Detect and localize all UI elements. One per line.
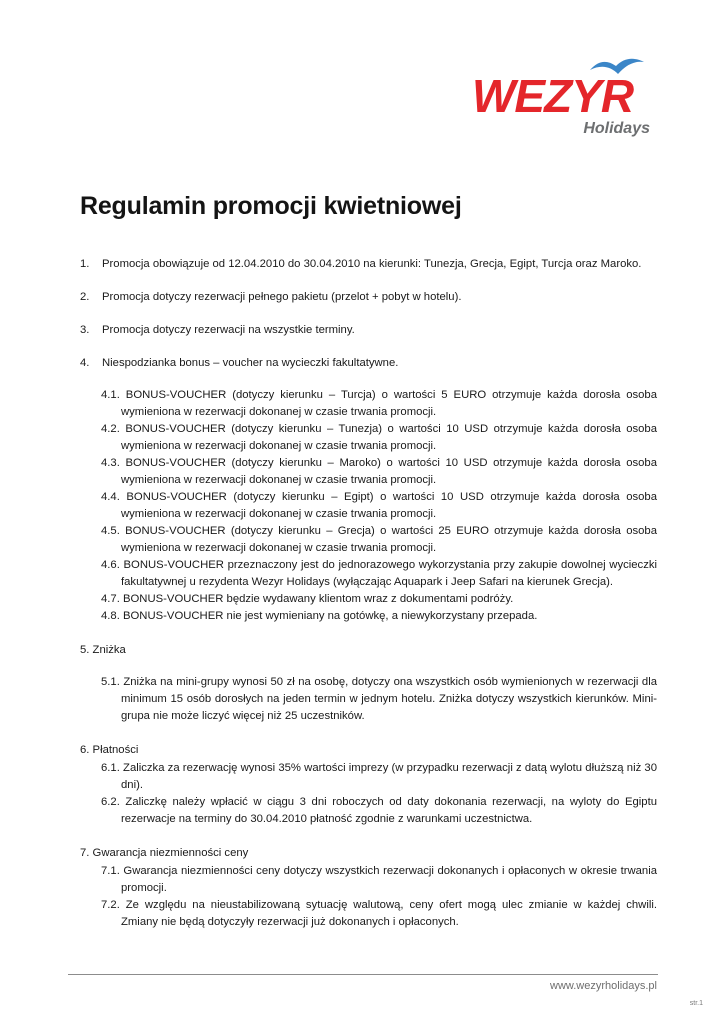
price-guarantee-list [80, 863, 657, 931]
sub-item: 4.7. BONUS-VOUCHER będzie wydawany klientom wraz z dokumentami podróży. [101, 593, 514, 605]
sub-item: 6.2. Zaliczkę należy wpłacić w ciągu 3 dni roboczych od daty dokonania rezerwacji, na wyloty do Egiptu rezerwacje na terminy do 30.04.2010 płatność zgodnie z warunkami uczestnictwa. [101, 796, 657, 825]
sub-item: 7.2. Ze względu na nieustabilizowaną sytuację walutową, ceny ofert mogą ulec zmianie w każdej chwili. Zmiany nie będą dotyczyły rezerwacji już dokonanych i opłaconych. [101, 899, 657, 928]
payments-list [80, 760, 657, 828]
logo-brand: WEZYR [472, 70, 634, 122]
list-item: 1. Promocja obowiązuje od 12.04.2010 do 30.04.2010 na kierunki: Tunezja, Grecja, Egipt, Turcja oraz Maroko. [80, 258, 642, 270]
section-heading-payments: 6. Płatności [80, 744, 139, 756]
sub-item: 4.6. BONUS-VOUCHER przeznaczony jest do jednorazowego wykorzystania przy zakupie dowolnej wycieczki fakultatywnej u rezydenta Wezyr Holidays (wyłączając Aquapark i Jeep Safari na kierunek Grecja). [101, 559, 657, 588]
sub-item: 4.2. BONUS-VOUCHER (dotyczy kierunku – Tunezja) o wartości 10 USD otrzymuje każda dorosła osoba wymieniona w rezerwacji dokonanej w czasie trwania promocji. [101, 423, 657, 452]
discount-list [80, 674, 657, 725]
page-number: str.1 [689, 1000, 703, 1007]
list-item: 4. Niespodzianka bonus – voucher na wycieczki fakultatywne. [80, 357, 399, 369]
sub-item: 7.1. Gwarancja niezmienności ceny dotyczy wszystkich rezerwacji dokonanych i opłaconych w okresie trwania promocji. [101, 865, 657, 894]
list-item: 3. Promocja dotyczy rezerwacji na wszystkie terminy. [80, 324, 355, 336]
logo-sub: Holidays [583, 120, 650, 137]
footer-divider [68, 974, 658, 975]
sub-item: 6.1. Zaliczka za rezerwację wynosi 35% wartości imprezy (w przypadku rezerwacji z datą wylotu dłuższą niż 30 dni). [101, 762, 657, 791]
wezyr-holidays-logo [470, 52, 655, 138]
bonus-voucher-list [80, 387, 657, 625]
section-heading-price-guarantee: 7. Gwarancja niezmienności ceny [80, 847, 249, 859]
sub-item: 4.5. BONUS-VOUCHER (dotyczy kierunku – Grecja) o wartości 25 EURO otrzymuje każda dorosła osoba wymieniona w rezerwacji dokonanej w czasie trwania promocji. [101, 525, 657, 554]
sub-item: 4.8. BONUS-VOUCHER nie jest wymieniany na gotówkę, a niewykorzystany przepada. [101, 610, 538, 622]
footer-website-link[interactable]: www.wezyrholidays.pl [550, 980, 657, 992]
sub-item: 5.1. Zniżka na mini-grupy wynosi 50 zł na osobę, dotyczy ona wszystkich osób wymienionych w rezerwacji dla minimum 15 osób dorosłych na jeden termin w jednym hotelu. Zniżka dotyczy wszystkich kierunków. Mini-grupa nie może liczyć więcej niż 25 uczestników. [101, 676, 657, 722]
list-item: 2. Promocja dotyczy rezerwacji pełnego pakietu (przelot + pobyt w hotelu). [80, 291, 462, 303]
sub-item: 4.3. BONUS-VOUCHER (dotyczy kierunku – Maroko) o wartości 10 USD otrzymuje każda dorosła osoba wymieniona w rezerwacji dokonanej w czasie trwania promocji. [101, 457, 657, 486]
sub-item: 4.4. BONUS-VOUCHER (dotyczy kierunku – Egipt) o wartości 10 USD otrzymuje każda dorosła osoba wymieniona w rezerwacji dokonanej w czasie trwania promocji. [101, 491, 657, 520]
page-title: Regulamin promocji kwietniowej [80, 192, 462, 220]
regulations-body [80, 256, 657, 948]
sub-item: 4.1. BONUS-VOUCHER (dotyczy kierunku – Turcja) o wartości 5 EURO otrzymuje każda dorosła osoba wymieniona w rezerwacji dokonanej w czasie trwania promocji. [101, 389, 657, 418]
section-heading-discount: 5. Zniżka [80, 644, 126, 656]
